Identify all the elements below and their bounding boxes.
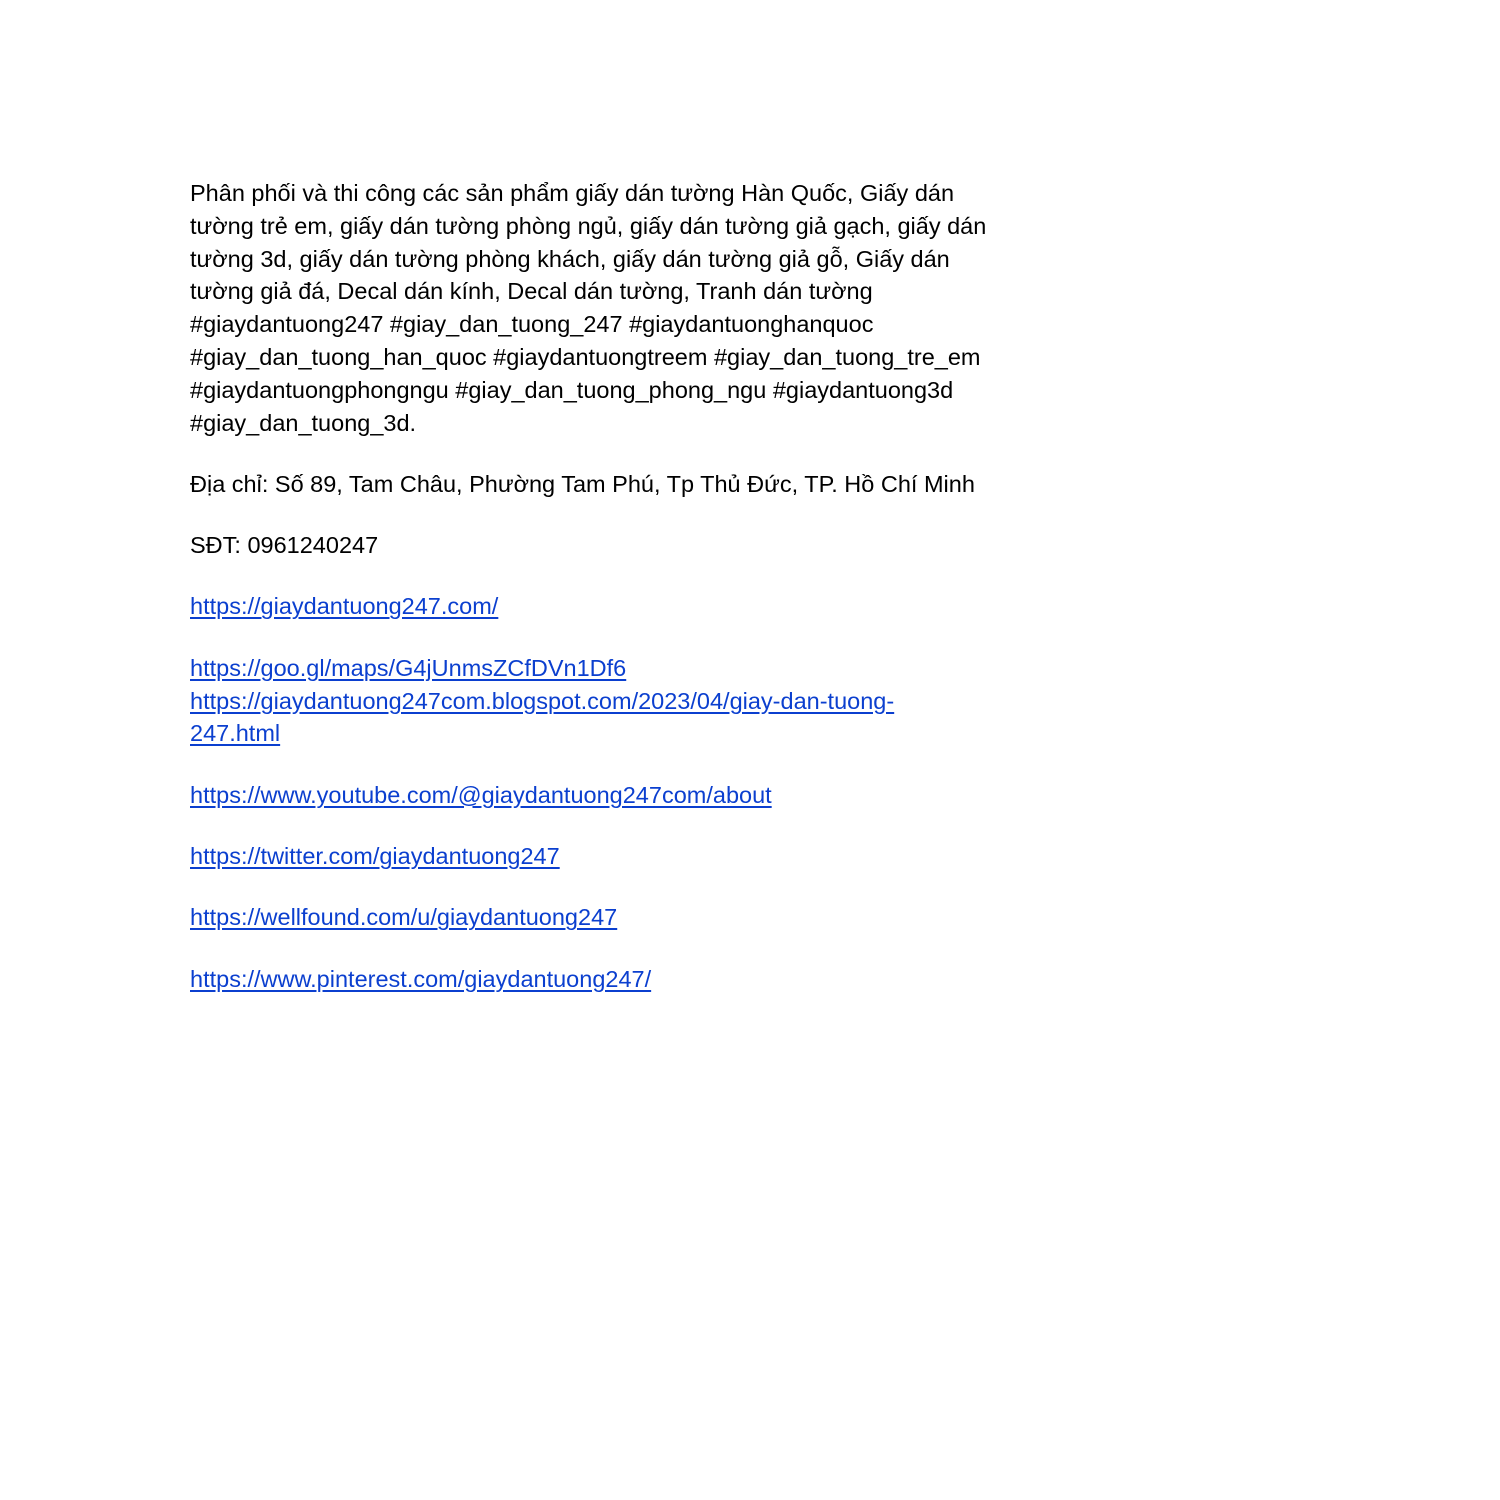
website-paragraph: [190, 590, 1050, 623]
document-page: [190, 177, 1050, 995]
blogspot-link-line1[interactable]: https://giaydantuong247com.blogspot.com/2023/04/giay-dan-tuong-: [190, 687, 895, 714]
pinterest-paragraph: [190, 963, 1050, 996]
blogspot-link-line2[interactable]: 247.html: [190, 720, 281, 747]
description-paragraph: [190, 177, 1050, 439]
description-line: tường trẻ em, giấy dán tường phòng ngủ, giấy dán tường giả gạch, giấy dán: [190, 212, 987, 239]
address-line: Địa chỉ: Số 89, Tam Châu, Phường Tam Phú, Tp Thủ Đức, TP. Hồ Chí Minh: [190, 470, 975, 497]
pinterest-link[interactable]: https://www.pinterest.com/giaydantuong247/: [190, 965, 652, 992]
maps-blog-paragraph: [190, 652, 1050, 750]
paragraph-spacer: [190, 750, 1050, 779]
description-line: tường 3d, giấy dán tường phòng khách, giấy dán tường giả gỗ, Giấy dán: [190, 245, 950, 272]
wellfound-paragraph: [190, 901, 1050, 934]
website-link[interactable]: https://giaydantuong247.com/: [190, 593, 499, 620]
maps-link[interactable]: https://goo.gl/maps/G4jUnmsZCfDVn1Df6: [190, 654, 627, 681]
paragraph-spacer: [190, 501, 1050, 530]
paragraph-spacer: [190, 811, 1050, 840]
paragraph-spacer: [190, 934, 1050, 963]
paragraph-spacer: [190, 873, 1050, 902]
hashtag-line: #giaydantuongphongngu #giay_dan_tuong_phong_ngu #giaydantuong3d: [190, 376, 954, 403]
description-line: tường giả đá, Decal dán kính, Decal dán tường, Tranh dán tường: [190, 278, 873, 305]
hashtag-line: #giaydantuong247 #giay_dan_tuong_247 #giaydantuonghanquoc: [190, 311, 874, 338]
youtube-link[interactable]: https://www.youtube.com/@giaydantuong247com/about: [190, 781, 772, 808]
hashtag-line: #giay_dan_tuong_3d.: [190, 409, 417, 436]
phone-line: SĐT: 0961240247: [190, 532, 379, 559]
address-text: [190, 468, 1050, 501]
paragraph-spacer: [190, 623, 1050, 652]
paragraph-spacer: [190, 562, 1050, 591]
twitter-link[interactable]: https://twitter.com/giaydantuong247: [190, 842, 560, 869]
phone-text: [190, 529, 1050, 562]
hashtag-line: #giay_dan_tuong_han_quoc #giaydantuongtreem #giay_dan_tuong_tre_em: [190, 343, 981, 370]
wellfound-link[interactable]: https://wellfound.com/u/giaydantuong247: [190, 904, 618, 931]
paragraph-spacer: [190, 439, 1050, 468]
youtube-paragraph: [190, 779, 1050, 812]
description-line: Phân phối và thi công các sản phẩm giấy dán tường Hàn Quốc, Giấy dán: [190, 180, 955, 206]
twitter-paragraph: [190, 840, 1050, 873]
